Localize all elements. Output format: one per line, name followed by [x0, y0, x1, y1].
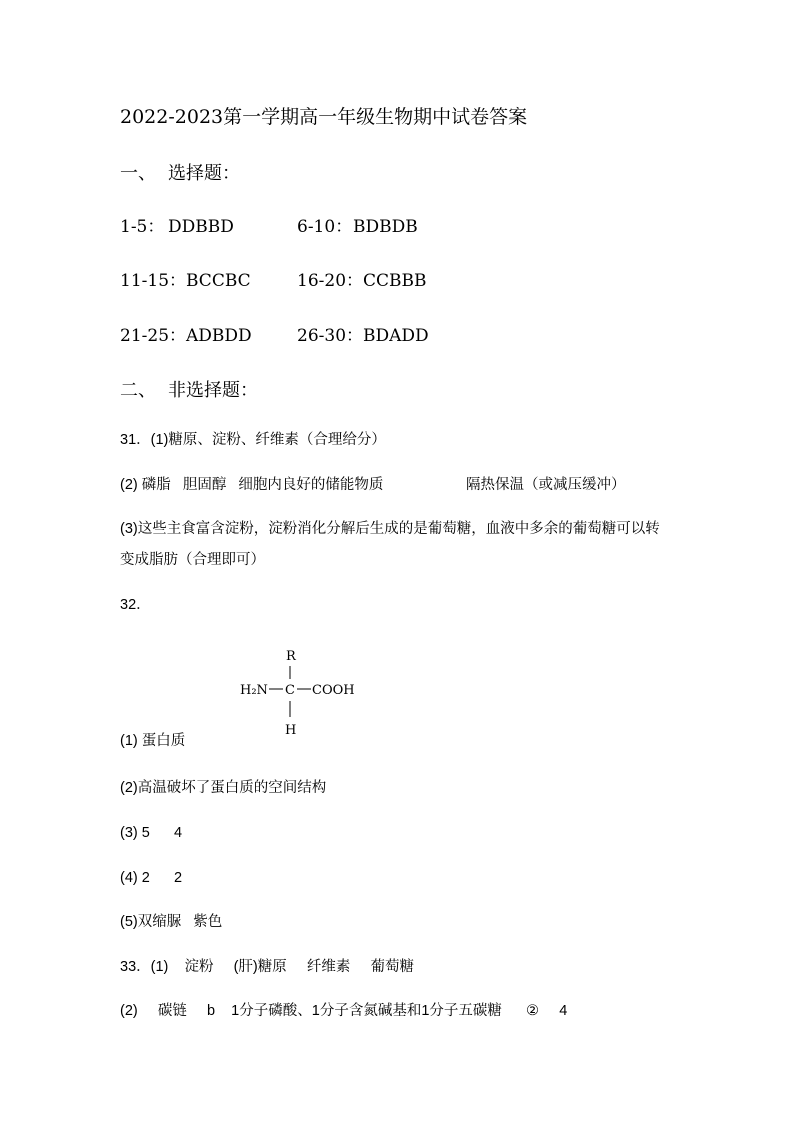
- section-1-title: 选择题：: [168, 163, 240, 184]
- structure-central-carbon: C: [285, 683, 295, 698]
- q32-answer-2: (2)高温破坏了蛋白质的空间结构: [120, 780, 327, 796]
- amino-acid-structure: [230, 645, 380, 740]
- q32-answer-5: (5)双缩脲 紫色: [120, 914, 223, 930]
- q32-number: 32．: [120, 597, 151, 613]
- q31-answer-2-extra: 隔热保温（或减压缓冲）: [466, 477, 626, 493]
- section-2-label: 二、: [120, 380, 156, 401]
- section-2-title: 非选择题：: [168, 380, 258, 401]
- q31-answer-3-line-2: 变成脂肪（合理即可）: [120, 552, 265, 568]
- section-1-label: 一、: [120, 163, 156, 184]
- mc-range-6-10: 6-10：: [297, 217, 353, 237]
- mc-range-21-25: 21-25：: [120, 326, 187, 346]
- q31-answer-2: (2) 磷脂 胆固醇 细胞内良好的储能物质: [120, 477, 384, 493]
- mc-answers-26-30: BDADD: [363, 326, 429, 346]
- q31-answer-1: 31．(1)糖原、淀粉、纤维素（合理给分）: [120, 432, 386, 448]
- mc-answers-1-5: DDBBD: [168, 217, 234, 237]
- mc-range-26-30: 26-30：: [297, 326, 364, 346]
- q33-answer-1: 33．(1) 淀粉 (肝)糖原 纤维素 葡萄糖: [120, 959, 415, 975]
- page-title: 2022-2023第一学期高一年级生物期中试卷答案: [120, 106, 528, 128]
- structure-carboxyl-group: COOH: [312, 683, 355, 698]
- mc-answers-16-20: CCBBB: [363, 271, 427, 291]
- structure-r-group: R: [286, 649, 296, 664]
- mc-answers-21-25: ADBDD: [186, 326, 252, 346]
- structure-amino-group: H₂N: [240, 683, 268, 698]
- mc-range-11-15: 11-15：: [120, 271, 187, 291]
- mc-answers-11-15: BCCBC: [186, 271, 251, 291]
- q32-answer-3: (3) 5 4: [120, 825, 183, 841]
- q31-answer-3-line-1: (3)这些主食富含淀粉，淀粉消化分解后生成的是葡萄糖，血液中多余的葡萄糖可以转: [120, 521, 660, 537]
- structure-hydrogen: H: [285, 723, 297, 738]
- mc-range-16-20: 16-20：: [297, 271, 364, 291]
- q32-answer-1: (1) 蛋白质: [120, 733, 186, 749]
- mc-answers-6-10: BDBDB: [353, 217, 418, 237]
- q32-answer-4: (4) 2 2: [120, 870, 183, 886]
- q33-answer-2: (2) 碳链 b 1分子磷酸、1分子含氮碱基和1分子五碳糖 ② 4: [120, 1003, 568, 1019]
- mc-range-1-5: 1-5：: [120, 217, 165, 237]
